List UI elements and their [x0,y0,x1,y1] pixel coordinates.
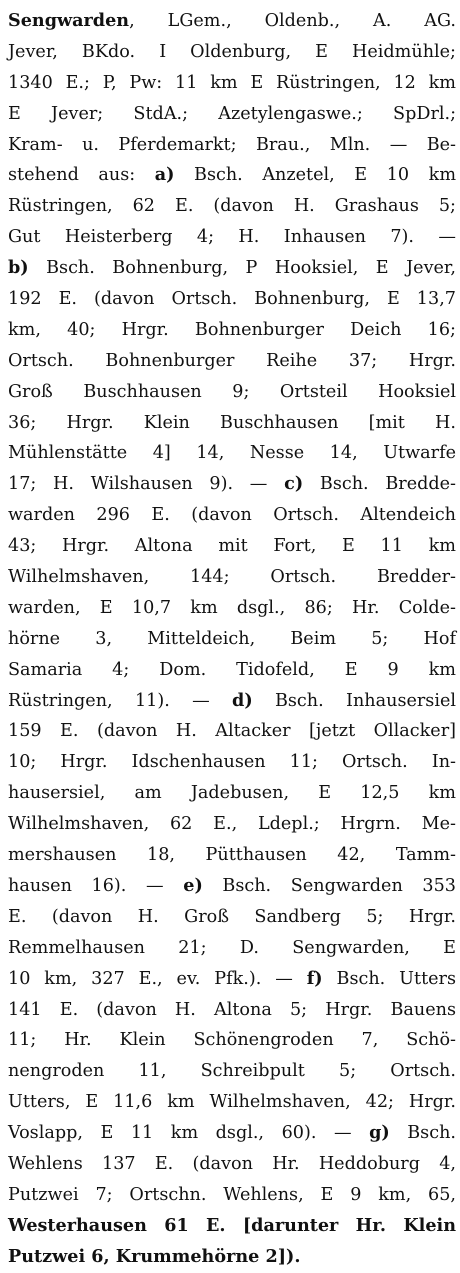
headword: Sengwarden [8,10,130,31]
entry-line-8: Gut Heisterberg 4; H. Inhausen 7). — [8,227,456,248]
section-marker: b) [8,257,29,279]
entry-line-39: Putzwei 7; Ortschn. Wehlens, E 9 km, 65, [8,1184,456,1205]
entry-line-25: 10; Hrgr. Idschenhausen 11; Ortsch. In- [8,752,456,773]
entry-line-26: hausersiel, am Jadebusen, E 12,5 km [8,783,456,804]
entry-line-29: hausen 16). — e) Bsch. Sengwarden 353 [8,874,456,896]
section-marker: c) [284,473,304,495]
entry-line-23: Rüstringen, 11). — d) Bsch. Inhausersiel [8,689,456,711]
entry-line-16: 17; H. Wilshausen 9). — c) Bsch. Bredde- [8,473,456,495]
section-marker: g) [369,1122,390,1144]
entry-line-2: Jever, BKdo. I Oldenburg, E Heidmühle; [8,41,456,62]
entry-line-28: mershausen 18, Pütthausen 42, Tamm- [8,845,456,866]
entry-line-14: 36; Hrgr. Klein Buschhausen [mit H. [8,412,456,433]
entry-line-4: E Jever; StdA.; Azetylengaswe.; SpDrl.; [8,103,456,124]
entry-line-32: 10 km, 327 E., ev. Pfk.). — f) Bsch. Utters [8,967,456,989]
entry-line-27: Wilhelmshaven, 62 E., Ldepl.; Hrgrn. Me- [8,814,456,835]
entry-line-22: Samaria 4; Dom. Tidofeld, E 9 km [8,659,456,680]
entry-line-19: Wilhelmshaven, 144; Ortsch. Bredder- [8,567,456,588]
gazetteer-entry [8,6,456,1273]
entry-line-3: 1340 E.; P, Pw: 11 km E Rüstringen, 12 km [8,72,456,93]
entry-line-41: Putzwei 6, Krummehörne 2]). [8,1245,301,1267]
entry-line-13: Groß Buschhausen 9; Ortsteil Hooksiel [8,381,456,402]
entry-line-31: Remmelhausen 21; D. Sengwarden, E [8,937,456,958]
entry-line-6: stehend aus: a) Bsch. Anzetel, E 10 km [8,164,456,186]
section-marker: e) [183,874,203,896]
entry-line-36: Utters, E 11,6 km Wilhelmshaven, 42; Hrgr. [8,1092,456,1113]
entry-line-24: 159 E. (davon H. Altacker [jetzt Ollacker] [8,721,456,742]
entry-line-17: warden 296 E. (davon Ortsch. Altendeich [8,505,456,526]
entry-line-12: Ortsch. Bohnenburger Reihe 37; Hrgr. [8,350,456,371]
section-marker: f) [306,967,323,989]
entry-line-34: 11; Hr. Klein Schönengroden 7, Schö- [8,1030,456,1051]
entry-line-5: Kram- u. Pferdemarkt; Brau., Mln. — Be- [8,134,456,155]
entry-line-7: Rüstringen, 62 E. (davon H. Grashaus 5; [8,196,456,217]
entry-line-18: 43; Hrgr. Altona mit Fort, E 11 km [8,536,456,557]
entry-line-35: nengroden 11, Schreibpult 5; Ortsch. [8,1061,456,1082]
section-marker: d) [232,689,253,711]
entry-line-20: warden, E 10,7 km dsgl., 86; Hr. Colde- [8,597,456,618]
entry-line-37: Voslapp, E 11 km dsgl., 60). — g) Bsch. [8,1122,456,1144]
entry-line-11: km, 40; Hrgr. Bohnenburger Deich 16; [8,319,456,340]
entry-line-33: 141 E. (davon H. Altona 5; Hrgr. Bauens [8,999,456,1020]
entry-line-40: Westerhausen 61 E. [darunter Hr. Klein [8,1214,456,1236]
entry-line-30: E. (davon H. Groß Sandberg 5; Hrgr. [8,906,456,927]
entry-line-10: 192 E. (davon Ortsch. Bohnenburg, E 13,7 [8,289,456,310]
section-marker: a) [154,164,175,186]
entry-line-9: b) Bsch. Bohnenburg, P Hooksiel, E Jever, [8,257,456,279]
entry-line-15: Mühlenstätte 4] 14, Nesse 14, Utwarfe [8,443,456,464]
entry-line-1: Sengwarden, LGem., Oldenb., A. AG. [8,10,456,31]
entry-line-21: hörne 3, Mitteldeich, Beim 5; Hof [8,628,456,649]
entry-line-38: Wehlens 137 E. (davon Hr. Heddoburg 4, [8,1153,456,1174]
